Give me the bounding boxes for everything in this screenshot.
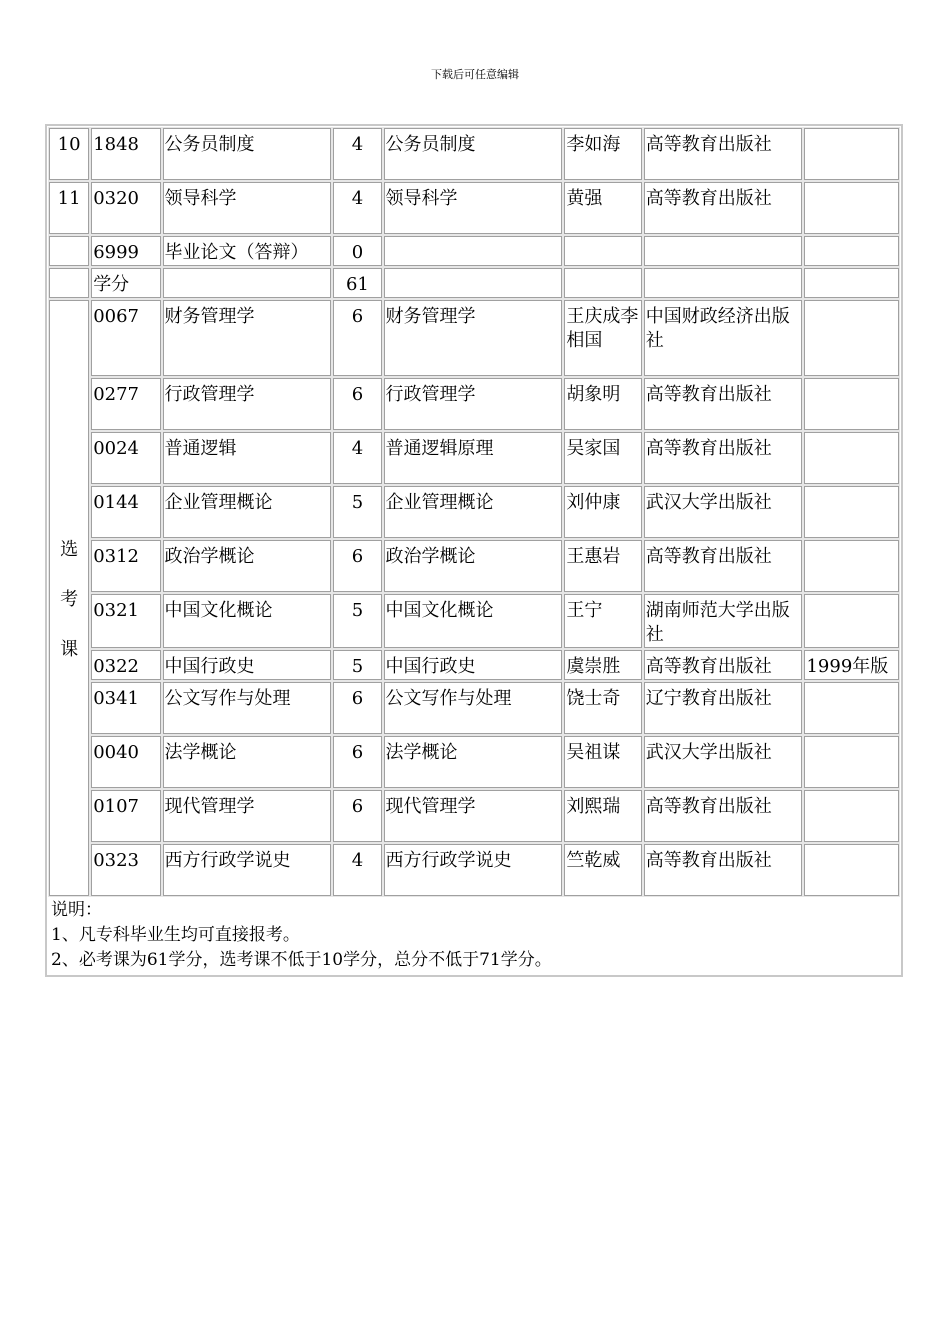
- publisher: 高等教育出版社: [644, 378, 803, 430]
- course-name: 财务管理学: [163, 300, 332, 376]
- total-label: 学分: [91, 268, 160, 298]
- course-credit: 5: [333, 594, 381, 648]
- remark: [804, 486, 899, 538]
- page-header: 下载后可任意编辑: [431, 68, 519, 81]
- remark: [804, 594, 899, 648]
- course-credit: 4: [333, 128, 381, 180]
- publisher: 中国财政经济出版社: [644, 300, 803, 376]
- textbook-author: 王惠岩: [564, 540, 641, 592]
- textbook-author: 吴家国: [564, 432, 641, 484]
- course-credit: 0: [333, 236, 381, 266]
- table-row: [49, 432, 899, 484]
- publisher: 辽宁教育出版社: [644, 682, 803, 734]
- course-code: 0312: [91, 540, 160, 592]
- course-table: [45, 124, 903, 977]
- course-code: 0024: [91, 432, 160, 484]
- textbook-name: 现代管理学: [384, 790, 563, 842]
- remark: [804, 378, 899, 430]
- textbook-name: 普通逻辑原理: [384, 432, 563, 484]
- course-code: 0323: [91, 844, 160, 896]
- textbook-name: 西方行政学说史: [384, 844, 563, 896]
- remark: [804, 432, 899, 484]
- course-code: 0320: [91, 182, 160, 234]
- course-credit: 6: [333, 736, 381, 788]
- textbook-author: 饶士奇: [564, 682, 641, 734]
- remark: 1999年版: [804, 650, 899, 680]
- table-row: [49, 594, 899, 648]
- course-name: 中国文化概论: [163, 594, 332, 648]
- course-code: 1848: [91, 128, 160, 180]
- publisher: 高等教育出版社: [644, 844, 803, 896]
- course-name: 公文写作与处理: [163, 682, 332, 734]
- textbook-name: [384, 236, 563, 266]
- textbook-name: 企业管理概论: [384, 486, 563, 538]
- table-row: [49, 486, 899, 538]
- course-credit: 6: [333, 300, 381, 376]
- course-code: 0040: [91, 736, 160, 788]
- course-name: 中国行政史: [163, 650, 332, 680]
- course-name: 企业管理概论: [163, 486, 332, 538]
- textbook-author: 竺乾威: [564, 844, 641, 896]
- course-credit: 5: [333, 486, 381, 538]
- course-name: 法学概论: [163, 736, 332, 788]
- credit-total-row: [49, 268, 899, 298]
- textbook-name: 公文写作与处理: [384, 682, 563, 734]
- textbook-name: 中国行政史: [384, 650, 563, 680]
- row-number: 11: [49, 182, 89, 234]
- publisher: 武汉大学出版社: [644, 486, 803, 538]
- row-number: [49, 236, 89, 266]
- publisher: 武汉大学出版社: [644, 736, 803, 788]
- notes-line-2: 2、必考课为61学分，选考课不低于10学分，总分不低于71学分。: [51, 950, 552, 970]
- course-credit: 6: [333, 790, 381, 842]
- course-name: 公务员制度: [163, 128, 332, 180]
- row-number: 10: [49, 128, 89, 180]
- course-code: 6999: [91, 236, 160, 266]
- textbook-author: [564, 236, 641, 266]
- table-row: [49, 182, 899, 234]
- course-credit: 6: [333, 540, 381, 592]
- notes-title: 说明：: [51, 900, 102, 920]
- textbook-author: 王庆成李相国: [564, 300, 641, 376]
- course-name: 行政管理学: [163, 378, 332, 430]
- textbook-author: 刘仲康: [564, 486, 641, 538]
- textbook-author: 刘熙瑞: [564, 790, 641, 842]
- textbook-author: 李如海: [564, 128, 641, 180]
- course-code: 0277: [91, 378, 160, 430]
- table-row: [49, 844, 899, 896]
- textbook-name: 政治学概论: [384, 540, 563, 592]
- textbook-name: 领导科学: [384, 182, 563, 234]
- remark: [804, 236, 899, 266]
- table-row: [49, 378, 899, 430]
- remark: [804, 540, 899, 592]
- course-code: 0067: [91, 300, 160, 376]
- textbook-author: 胡象明: [564, 378, 641, 430]
- publisher: 高等教育出版社: [644, 790, 803, 842]
- remark: [804, 736, 899, 788]
- table-row: [49, 236, 899, 266]
- textbook-author: 吴祖谋: [564, 736, 641, 788]
- course-credit: 4: [333, 182, 381, 234]
- notes-line-1: 1、凡专科毕业生均可直接报考。: [51, 925, 300, 945]
- publisher: 高等教育出版社: [644, 432, 803, 484]
- textbook-name: 公务员制度: [384, 128, 563, 180]
- remark: [804, 300, 899, 376]
- textbook-name: 法学概论: [384, 736, 563, 788]
- table-row: [49, 682, 899, 734]
- course-credit: 6: [333, 682, 381, 734]
- course-code: 0144: [91, 486, 160, 538]
- course-code: 0107: [91, 790, 160, 842]
- elective-section-label: 选 考 课: [49, 300, 89, 896]
- course-credit: 4: [333, 844, 381, 896]
- course-code: 0341: [91, 682, 160, 734]
- textbook-name: 中国文化概论: [384, 594, 563, 648]
- table-row: [49, 540, 899, 592]
- textbook-author: 黄强: [564, 182, 641, 234]
- notes-row: [49, 898, 899, 973]
- publisher: 高等教育出版社: [644, 650, 803, 680]
- table-row: [49, 650, 899, 680]
- course-code: 0322: [91, 650, 160, 680]
- textbook-author: 王宁: [564, 594, 641, 648]
- publisher: 高等教育出版社: [644, 540, 803, 592]
- table-row: [49, 736, 899, 788]
- course-name: 领导科学: [163, 182, 332, 234]
- course-name: 政治学概论: [163, 540, 332, 592]
- course-credit: 4: [333, 432, 381, 484]
- notes-block: [49, 898, 899, 973]
- textbook-author: 虞崇胜: [564, 650, 641, 680]
- course-credit: 5: [333, 650, 381, 680]
- remark: [804, 844, 899, 896]
- publisher: 湖南师范大学出版社: [644, 594, 803, 648]
- table-row: [49, 128, 899, 180]
- course-name: 毕业论文（答辩）: [163, 236, 332, 266]
- textbook-name: 行政管理学: [384, 378, 563, 430]
- course-name: 西方行政学说史: [163, 844, 332, 896]
- remark: [804, 790, 899, 842]
- publisher: 高等教育出版社: [644, 128, 803, 180]
- course-name: 现代管理学: [163, 790, 332, 842]
- publisher: 高等教育出版社: [644, 182, 803, 234]
- remark: [804, 682, 899, 734]
- course-credit: 6: [333, 378, 381, 430]
- remark: [804, 128, 899, 180]
- total-credit: 61: [333, 268, 381, 298]
- textbook-name: 财务管理学: [384, 300, 563, 376]
- table-row: [49, 790, 899, 842]
- table-row: [49, 300, 899, 376]
- remark: [804, 182, 899, 234]
- course-name: 普通逻辑: [163, 432, 332, 484]
- course-code: 0321: [91, 594, 160, 648]
- publisher: [644, 236, 803, 266]
